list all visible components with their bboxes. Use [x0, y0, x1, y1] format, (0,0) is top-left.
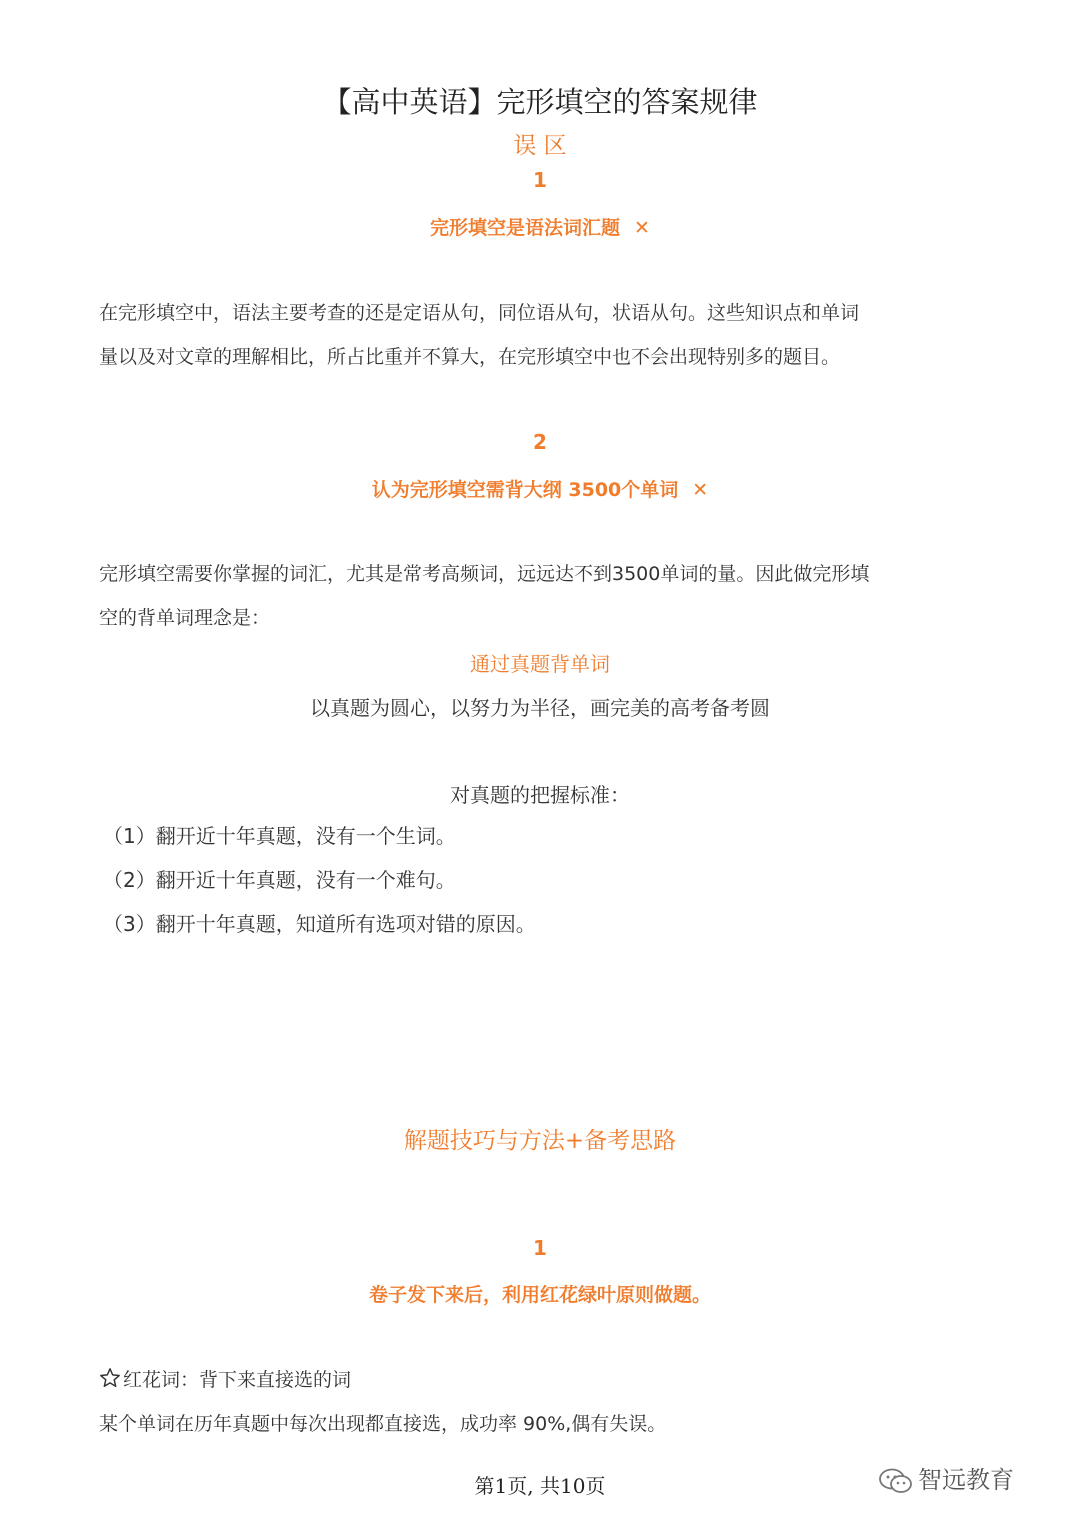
cross-icon: ✕: [634, 217, 650, 239]
paragraph-line: 空的背单词理念是：: [99, 607, 271, 629]
item-heading: 卷子发下来后，利用红花绿叶原则做题。: [368, 1284, 711, 1306]
item-number: 1: [533, 1236, 547, 1260]
item-heading: [0, 213, 1080, 240]
paragraph-line: 在完形填空中，语法主要考查的还是定语从句，同位语从句，状语从句。这些知识点和单词: [99, 302, 860, 324]
list-item: （2）翻开近十年真题，没有一个难句。: [103, 868, 456, 892]
red-flower-label: 红花词：背下来直接选的词: [123, 1369, 352, 1391]
list-item: （3）翻开十年真题，知道所有选项对错的原因。: [103, 912, 536, 936]
item-heading-text: 认为完形填空需背大纲 3500个单词: [371, 479, 679, 501]
star-outline-icon: [99, 1367, 121, 1389]
item-heading-text: 完形填空是语法词汇题: [430, 217, 621, 239]
wechat-icon: [878, 1467, 914, 1495]
paragraph-line: 完形填空需要你掌握的词汇，尤其是常考高频词，远远达不到3500单词的量。因此做完形填: [99, 563, 870, 585]
cross-icon: ✕: [692, 479, 709, 501]
standard-list: [103, 814, 536, 946]
section-heading-tips: 解题技巧与方法+备考思路: [403, 1128, 677, 1154]
watermark: [878, 1460, 1014, 1495]
motto-text: 以真题为圆心，以努力为半径，画完美的高考备考圆: [310, 696, 770, 720]
red-flower-line: [99, 1358, 666, 1402]
watermark-text: 智远教育: [918, 1466, 1014, 1494]
list-item: （1）翻开近十年真题，没有一个生词。: [103, 824, 456, 848]
item-heading: [0, 475, 1080, 502]
paragraph-line: 某个单词在历年真题中每次出现都直接选，成功率 90%,偶有失误。: [99, 1413, 667, 1435]
standard-title: 对真题的把握标准：: [450, 783, 630, 807]
page-title: 【高中英语】完形填空的答案规律: [322, 85, 758, 119]
paragraph: [99, 552, 869, 640]
section-heading-misconceptions: 误 区: [513, 133, 567, 159]
item-number: 2: [533, 430, 547, 454]
item-number: 1: [533, 168, 547, 192]
paragraph: [99, 1358, 666, 1446]
highlight-text: 通过真题背单词: [470, 652, 610, 676]
paragraph-line: 量以及对文章的理解相比，所占比重并不算大，在完形填空中也不会出现特别多的题目。: [99, 346, 841, 368]
page-footer: 第1页, 共10页: [474, 1474, 606, 1498]
paragraph: [99, 291, 859, 379]
